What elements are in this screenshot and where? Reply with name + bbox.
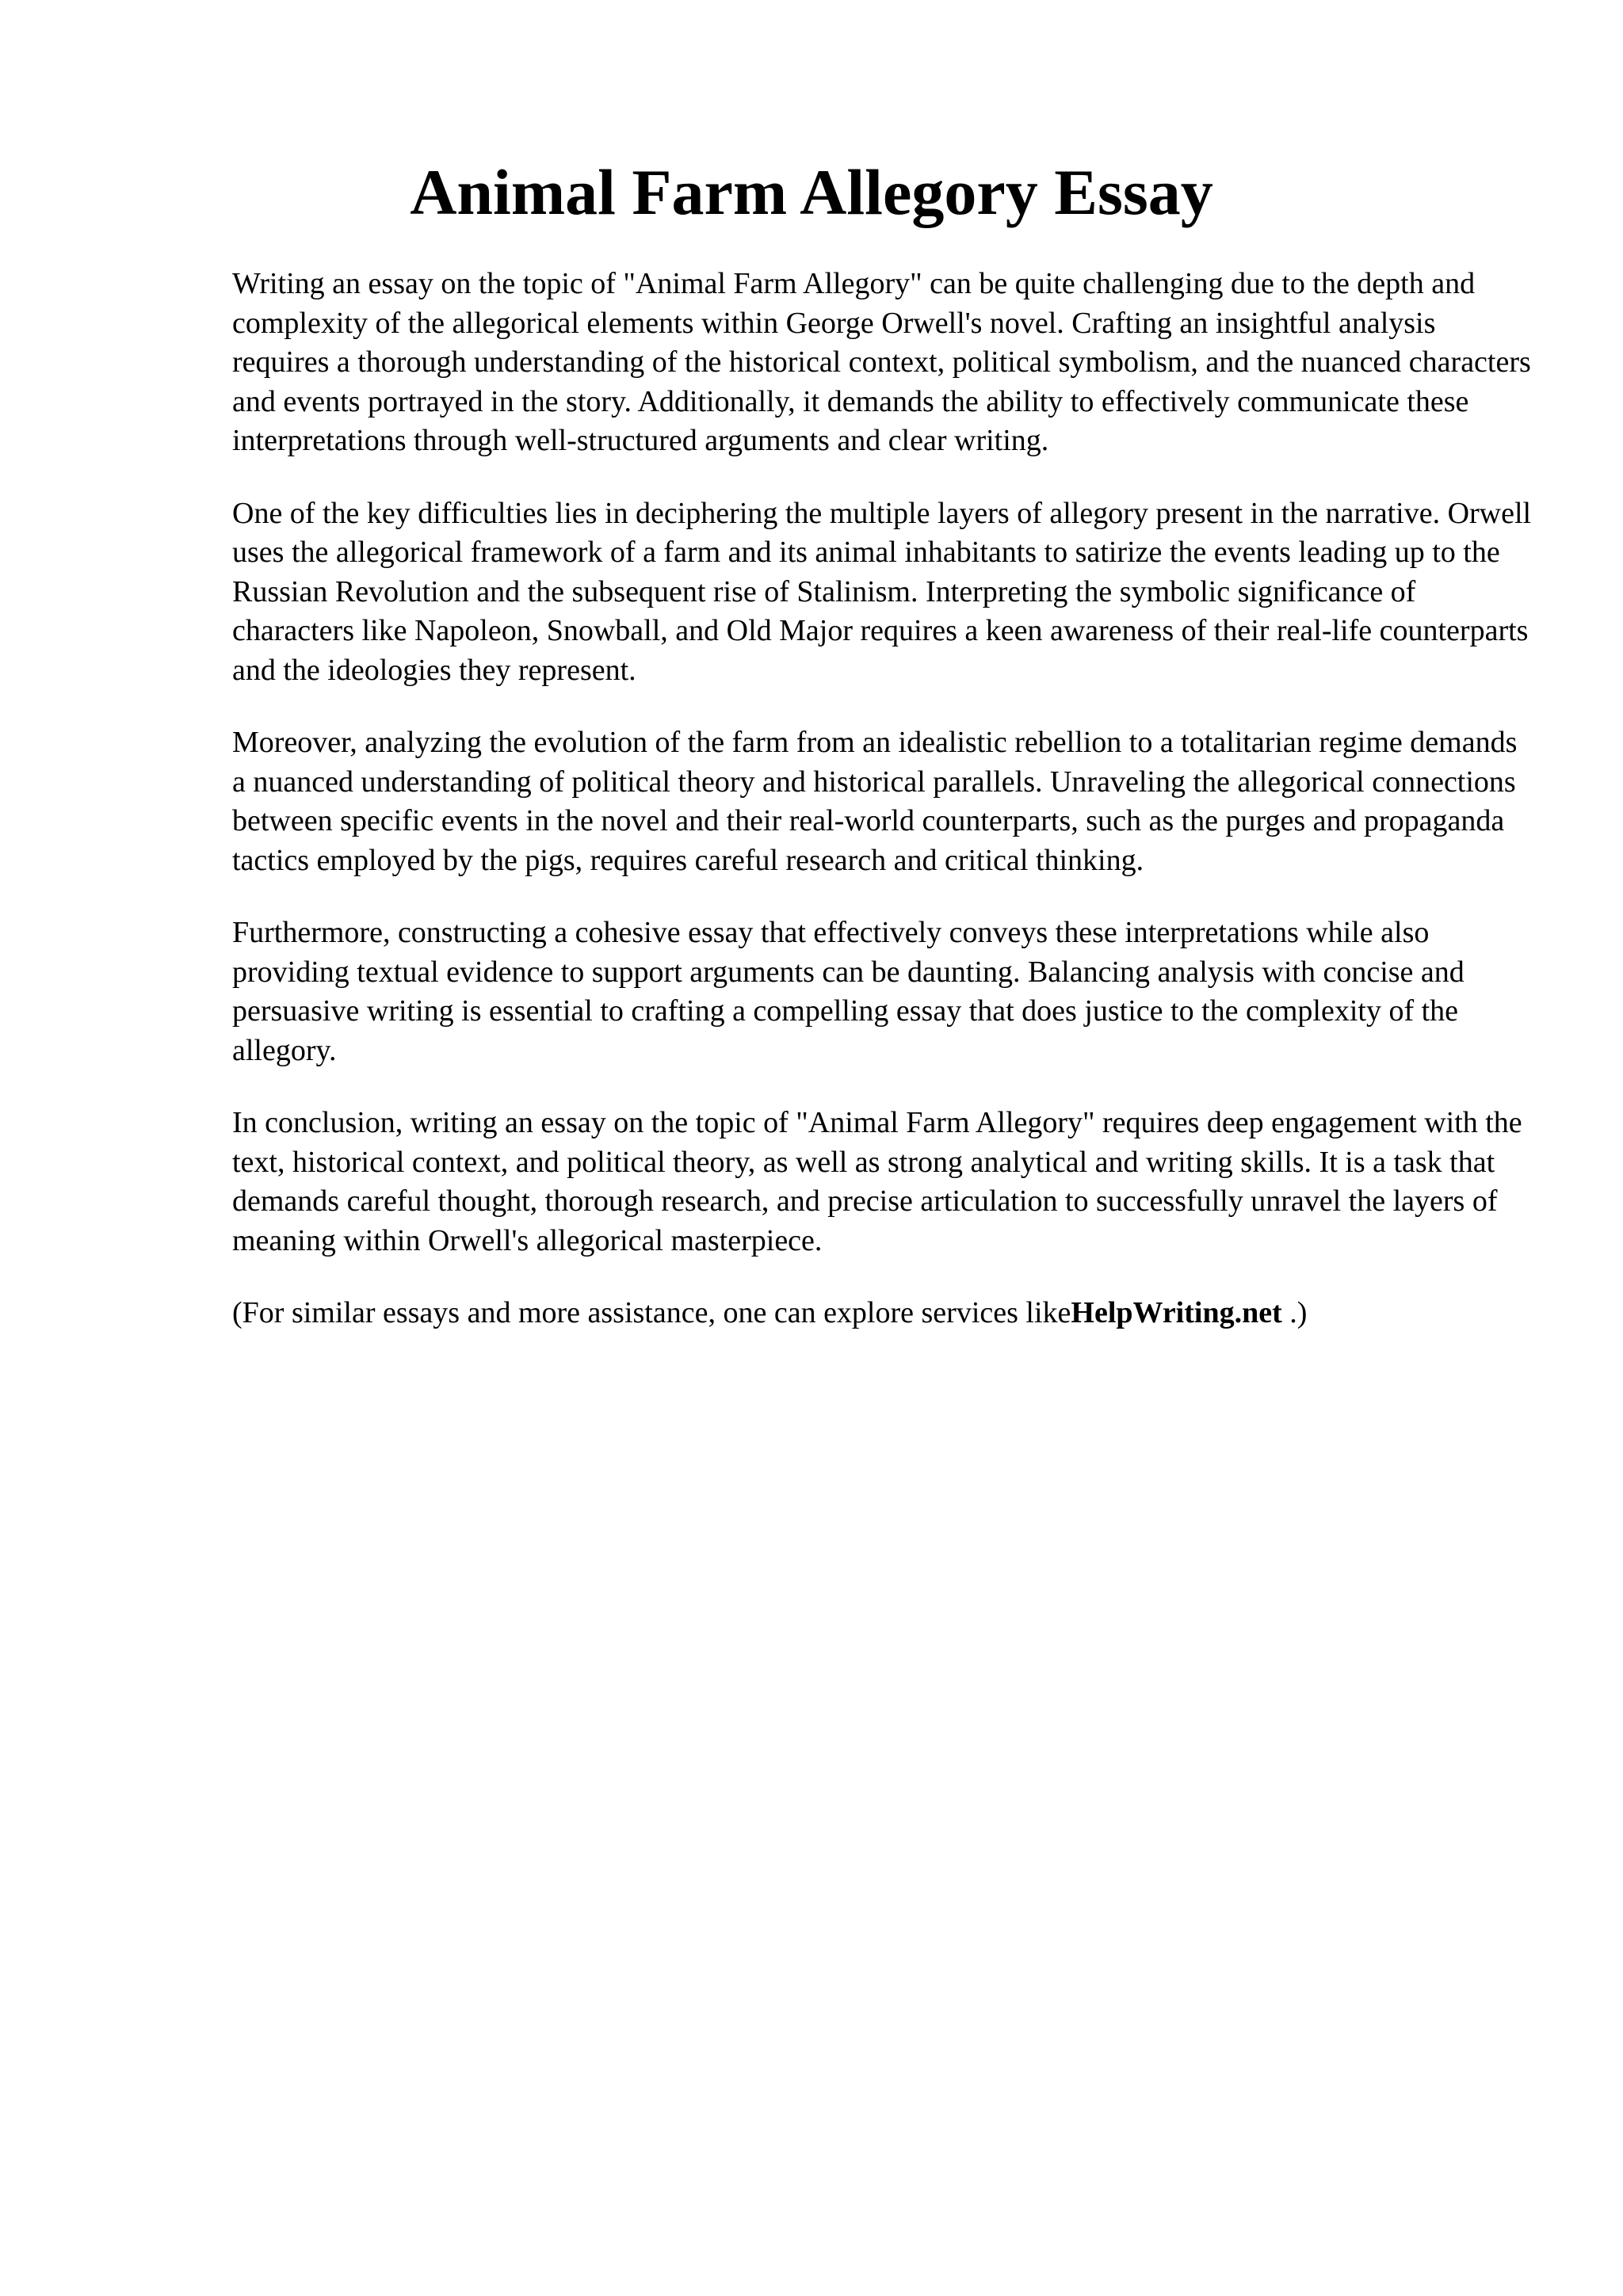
paragraph-conclusion: In conclusion, writing an essay on the topic of "Animal Farm Allegory" requires deep engagement with the text, historical context, and political theory, as well as strong analytical and writing skills. It is a task that demands careful thought, thorough research, and precise articulation to successfully unravel the layers of meaning within Orwell's allegorical masterpiece. [232, 1106, 1522, 1257]
closing-note [232, 1294, 1532, 1333]
paragraph-cohesive-essay: Furthermore, constructing a cohesive essay that effectively conveys these interpretations while also providing textual evidence to support arguments can be daunting. Balancing analysis with concise and persuasive writing is essential to crafting a compelling essay that does justice to the complexity of the allegory. [232, 916, 1465, 1067]
paragraph-allegory-layers: One of the key difficulties lies in deciphering the multiple layers of allegory present in the narrative. Orwell uses the allegorical framework of a farm and its animal inhabitants to satirize the events leading up to the Russian Revolution and the subsequent rise of Stalinism. Interpreting the symbolic significance of characters like Napoleon, Snowball, and Old Major requires a keen awareness of their real-life counterparts and the ideologies they represent. [232, 496, 1532, 687]
paragraph-intro: Writing an essay on the topic of "Animal Farm Allegory" can be quite challenging due to the depth and complexity of the allegorical elements within George Orwell's novel. Crafting an insightful analysis requires a thorough understanding of the historical context, political symbolism, and the nuanced characters and events portrayed in the story. Additionally, it demands the ability to effectively communicate these interpretations through well-structured arguments and clear writing. [232, 267, 1531, 457]
essay-body [232, 265, 1532, 1367]
paragraph-farm-evolution: Moreover, analyzing the evolution of the farm from an idealistic rebellion to a totalitarian regime demands a nuanced understanding of political theory and historical parallels. Unraveling the allegorical connections between specific events in the novel and their real-world counterparts, such as the purges and propaganda tactics employed by the pigs, requires careful research and critical thinking. [232, 726, 1518, 877]
page-title: Animal Farm Allegory Essay [410, 156, 1213, 228]
brand-name: HelpWriting.net [1071, 1296, 1282, 1329]
closing-suffix: .) [1281, 1296, 1308, 1329]
closing-prefix: (For similar essays and more assistance, one can explore services like [232, 1296, 1071, 1329]
